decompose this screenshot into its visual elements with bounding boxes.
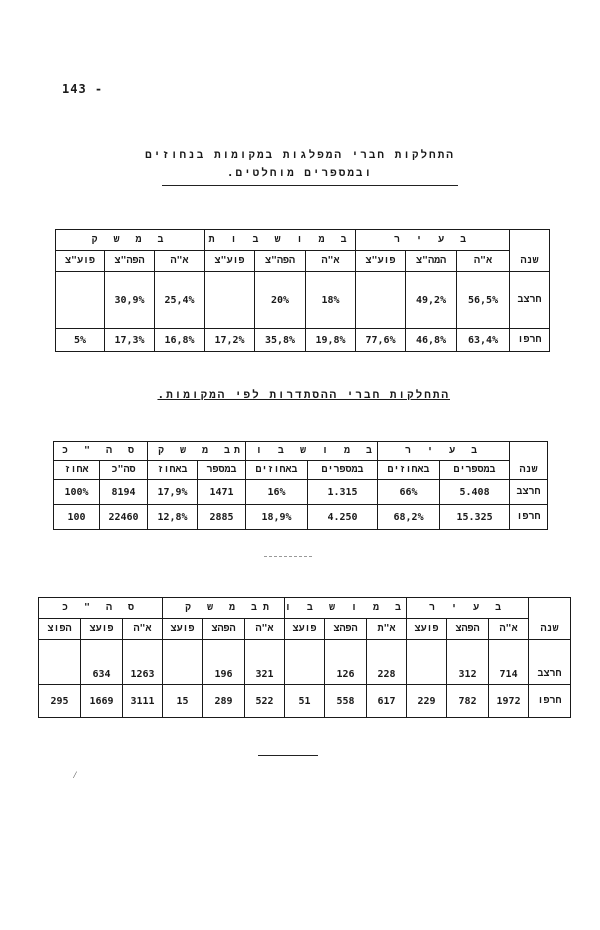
subheader: במספר bbox=[198, 461, 246, 480]
group-header-total: ס ה " כ bbox=[39, 598, 163, 619]
subheader: פועצ bbox=[81, 619, 123, 640]
section2-title: התחלקות חברי ההסתדרות לפי המקומות. bbox=[157, 388, 450, 401]
subheader: א"ת bbox=[367, 619, 407, 640]
data-cell: 634 bbox=[81, 640, 123, 685]
data-cell: 229 bbox=[407, 685, 447, 718]
table-row bbox=[54, 505, 548, 530]
data-cell bbox=[285, 640, 325, 685]
table-header-cell bbox=[510, 230, 550, 251]
data-cell: 16% bbox=[246, 480, 308, 505]
data-cell: 18,9% bbox=[246, 505, 308, 530]
subheader: באחוז bbox=[148, 461, 198, 480]
year-header: שנה bbox=[510, 251, 550, 272]
section1-title-underline bbox=[162, 185, 458, 186]
data-cell: 558 bbox=[325, 685, 367, 718]
data-cell: 15 bbox=[163, 685, 203, 718]
data-cell: 18% bbox=[306, 272, 356, 329]
data-cell: 30,9% bbox=[105, 272, 155, 329]
table-row bbox=[56, 329, 550, 352]
data-cell: 312 bbox=[447, 640, 489, 685]
subheader: א"ה bbox=[489, 619, 529, 640]
data-cell: 3111 bbox=[123, 685, 163, 718]
data-cell: 289 bbox=[203, 685, 245, 718]
data-cell: 56,5% bbox=[457, 272, 510, 329]
subheader: באחוזים bbox=[378, 461, 440, 480]
subheader: הפה"צ bbox=[255, 251, 306, 272]
data-cell: 16,8% bbox=[155, 329, 205, 352]
subheader: פועצ bbox=[407, 619, 447, 640]
group-header-city: ב ע י ר bbox=[407, 598, 529, 619]
data-cell: 100 bbox=[54, 505, 100, 530]
subheader: פועצ bbox=[163, 619, 203, 640]
data-cell bbox=[356, 272, 406, 329]
data-cell: 714 bbox=[489, 640, 529, 685]
group-header-meshek: ב מ ש ק bbox=[56, 230, 205, 251]
data-cell: 100% bbox=[54, 480, 100, 505]
data-cell: 1972 bbox=[489, 685, 529, 718]
histadrut-members-table bbox=[53, 441, 548, 530]
data-cell: 1669 bbox=[81, 685, 123, 718]
data-cell bbox=[407, 640, 447, 685]
page-number: 143 - bbox=[62, 82, 104, 96]
section1-title-line2: ובמספרים מוחלטים. bbox=[226, 166, 374, 179]
group-header-meshek: ב מ ש ק bbox=[148, 442, 246, 461]
data-cell: 1471 bbox=[198, 480, 246, 505]
data-cell: 46,8% bbox=[406, 329, 457, 352]
data-cell: 2885 bbox=[198, 505, 246, 530]
data-cell: 5.408 bbox=[440, 480, 510, 505]
subheader: הפה"צ bbox=[105, 251, 155, 272]
group-header-moshavot: ב מ ו ש ב ו ת bbox=[285, 598, 407, 619]
year-cell: חרפו bbox=[510, 505, 548, 530]
subheader: פועצ bbox=[285, 619, 325, 640]
table-row bbox=[56, 272, 550, 329]
data-cell: 17,3% bbox=[105, 329, 155, 352]
subheader: פוע"צ bbox=[205, 251, 255, 272]
data-cell: 126 bbox=[325, 640, 367, 685]
data-cell: 51 bbox=[285, 685, 325, 718]
year-header: שנה bbox=[510, 461, 548, 480]
data-cell: 22460 bbox=[100, 505, 148, 530]
table-row bbox=[39, 685, 571, 718]
year-cell: חרפו bbox=[529, 685, 571, 718]
year-cell: חרצב bbox=[510, 480, 548, 505]
data-cell bbox=[56, 272, 105, 329]
data-cell: 66% bbox=[378, 480, 440, 505]
table-header-cell bbox=[529, 598, 571, 619]
group-header-total: ס ה " כ bbox=[54, 442, 148, 461]
data-cell: 1.315 bbox=[308, 480, 378, 505]
data-cell: 4.250 bbox=[308, 505, 378, 530]
subheader: א"ה bbox=[457, 251, 510, 272]
end-rule bbox=[258, 755, 318, 756]
section1-title-line1: התחלקות חברי המפלגות במקומות בנחוזים bbox=[145, 148, 455, 161]
pencil-mark: ⁄ bbox=[72, 770, 79, 781]
group-header-meshek: ב מ ש ק bbox=[163, 598, 285, 619]
subheader: הפהצ bbox=[203, 619, 245, 640]
party-counts-table bbox=[38, 597, 571, 718]
year-cell: חרצב bbox=[510, 272, 550, 329]
data-cell: 15.325 bbox=[440, 505, 510, 530]
subheader: א"ה bbox=[306, 251, 356, 272]
data-cell: 321 bbox=[245, 640, 285, 685]
subheader: באחוזים bbox=[246, 461, 308, 480]
data-cell: 196 bbox=[203, 640, 245, 685]
subheader: הפהצ bbox=[325, 619, 367, 640]
data-cell: 1263 bbox=[123, 640, 163, 685]
smudge-mark bbox=[264, 556, 312, 557]
data-cell: 782 bbox=[447, 685, 489, 718]
subheader: אחוז bbox=[54, 461, 100, 480]
data-cell: 12,8% bbox=[148, 505, 198, 530]
data-cell: 17,9% bbox=[148, 480, 198, 505]
subheader: פוע"צ bbox=[356, 251, 406, 272]
subheader: פוע"צ bbox=[56, 251, 105, 272]
subheader: הפהצ bbox=[447, 619, 489, 640]
data-cell: 617 bbox=[367, 685, 407, 718]
data-cell: 49,2% bbox=[406, 272, 457, 329]
table-row bbox=[54, 480, 548, 505]
data-cell: 77,6% bbox=[356, 329, 406, 352]
table-row bbox=[39, 640, 571, 685]
data-cell: 20% bbox=[255, 272, 306, 329]
table-header-cell bbox=[510, 442, 548, 461]
year-cell: חרפו bbox=[510, 329, 550, 352]
group-header-city: ב ע י ר bbox=[356, 230, 510, 251]
data-cell: 17,2% bbox=[205, 329, 255, 352]
data-cell: 5% bbox=[56, 329, 105, 352]
subheader: הפוצ bbox=[39, 619, 81, 640]
group-header-city: ב ע י ר bbox=[378, 442, 510, 461]
data-cell: 8194 bbox=[100, 480, 148, 505]
data-cell bbox=[163, 640, 203, 685]
data-cell: 19,8% bbox=[306, 329, 356, 352]
group-header-moshavot: ב מ ו ש ב ו ת bbox=[246, 442, 378, 461]
data-cell: 295 bbox=[39, 685, 81, 718]
subheader: במספרים bbox=[308, 461, 378, 480]
data-cell bbox=[205, 272, 255, 329]
year-cell: חרצב bbox=[529, 640, 571, 685]
subheader: א"ה bbox=[155, 251, 205, 272]
data-cell bbox=[39, 640, 81, 685]
year-header: שנה bbox=[529, 619, 571, 640]
group-header-moshavot: ב מ ו ש ב ו ת bbox=[205, 230, 356, 251]
data-cell: 68,2% bbox=[378, 505, 440, 530]
data-cell: 25,4% bbox=[155, 272, 205, 329]
subheader: א"ה bbox=[245, 619, 285, 640]
data-cell: 228 bbox=[367, 640, 407, 685]
subheader: המה"צ bbox=[406, 251, 457, 272]
subheader: במספרים bbox=[440, 461, 510, 480]
party-percent-table bbox=[55, 229, 550, 352]
subheader: סה"כ bbox=[100, 461, 148, 480]
data-cell: 522 bbox=[245, 685, 285, 718]
data-cell: 35,8% bbox=[255, 329, 306, 352]
data-cell: 63,4% bbox=[457, 329, 510, 352]
subheader: א"ה bbox=[123, 619, 163, 640]
